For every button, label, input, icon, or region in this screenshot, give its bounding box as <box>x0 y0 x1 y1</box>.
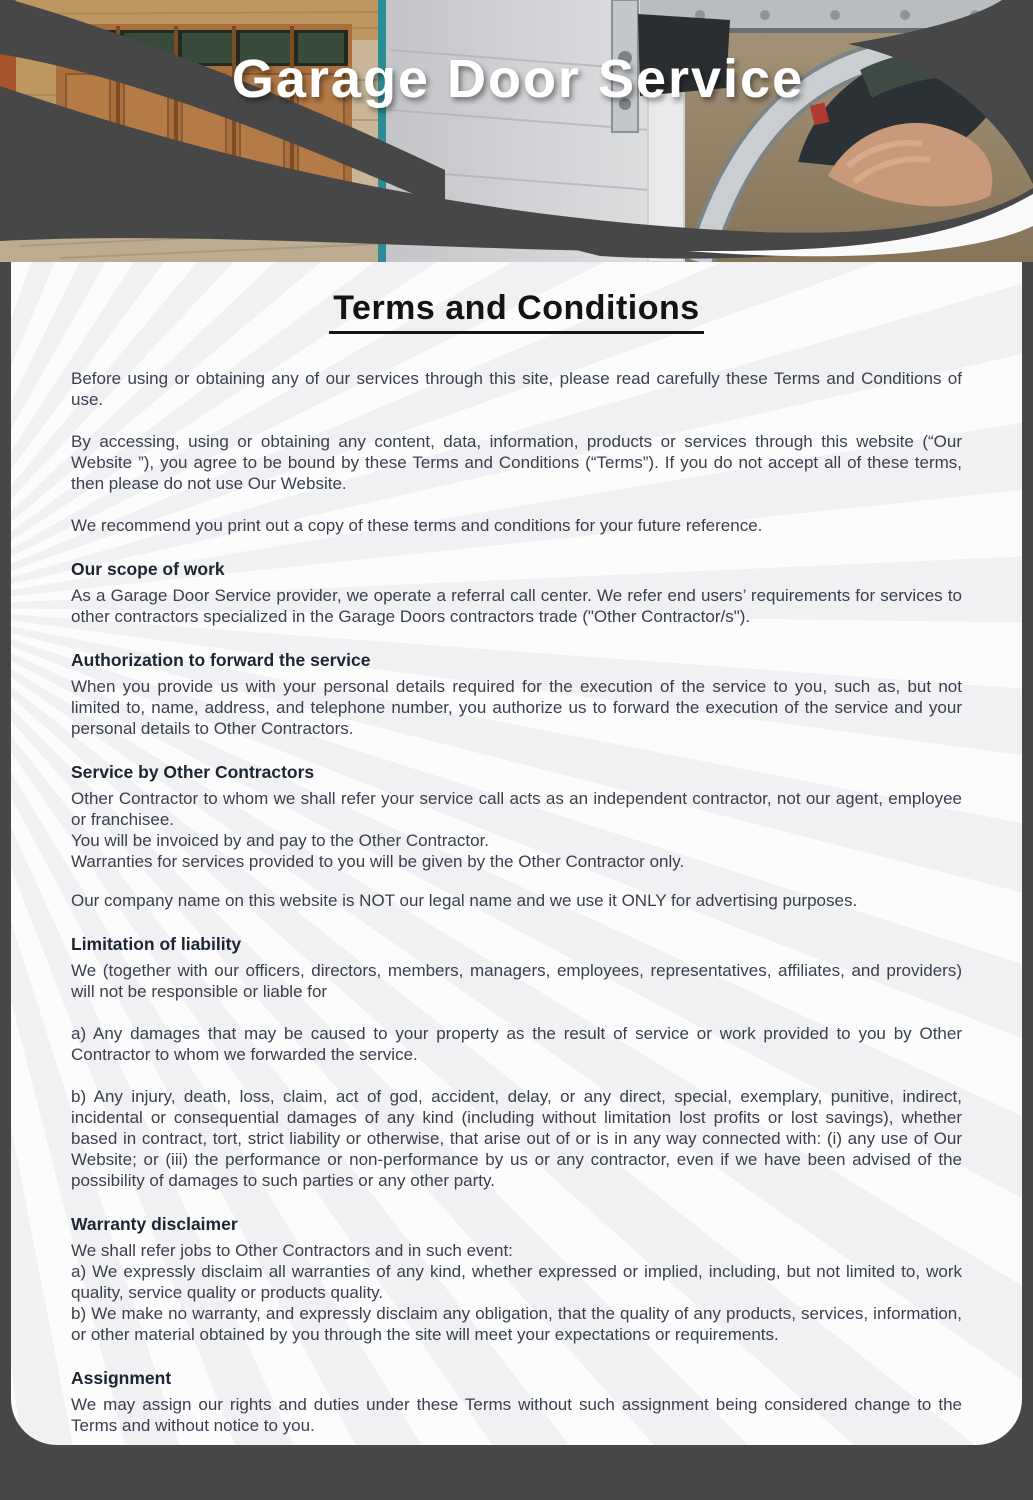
paragraph: Other Contractor to whom we shall refer your service call acts as an independent contractor, not our agent, employee or franchisee. <box>71 789 962 829</box>
intro-paragraph: Before using or obtaining any of our services through this site, please read carefully these Terms and Conditions of use. <box>71 369 962 409</box>
doc-title: Terms and Conditions <box>329 288 703 334</box>
header-collage <box>0 0 1033 262</box>
paragraph: We (together with our officers, directors, members, managers, employees, representatives, affiliates, and providers) will not be responsible or liable for <box>71 961 962 1001</box>
paragraph: a) Any damages that may be caused to your property as the result of service or work provided to you by Other Contractor to whom we forwarded the service. <box>71 1024 962 1064</box>
paragraph: We may assign our rights and duties under these Terms without such assignment being considered change to the Terms and without notice to you. <box>71 1395 962 1435</box>
paragraph: Warranties for services provided to you will be given by the Other Contractor only. <box>71 852 685 871</box>
section-heading-assignment: Assignment <box>71 1368 172 1388</box>
section-heading-service: Service by Other Contractors <box>71 762 315 782</box>
section-heading-authorization: Authorization to forward the service <box>71 650 371 670</box>
paragraph: Our company name on this website is NOT our legal name and we use it ONLY for advertising purposes. <box>71 891 858 910</box>
intro-paragraph: We recommend you print out a copy of these terms and conditions for your future reference. <box>71 516 763 535</box>
paragraph: a) We expressly disclaim all warranties of any kind, whether expressed or implied, including, but not limited to, work quality, service quality or products quality. <box>71 1262 962 1302</box>
intro-paragraph: By accessing, using or obtaining any content, data, information, products or services through this website (“Our Website ”), you agree to be bound by these Terms and Conditions (“Terms”). If you do not accept all of these terms, then please do not use Our Website. <box>71 432 962 493</box>
section-heading-warranty: Warranty disclaimer <box>71 1214 238 1234</box>
paragraph: b) Any injury, death, loss, claim, act of god, accident, delay, or any direct, special, exemplary, punitive, indirect, incidental or consequential damages of any kind (including without limitation lost profits or lost savings), whether based in contract, tort, strict liability or otherwise, that arise out of or is in any way connected with: (i) any use of Our Website; or (iii) the performance or non-performance by us or any contractor, even if we have been advised of the possibility of damages to such parties or any other party. <box>71 1087 962 1190</box>
paragraph: When you provide us with your personal details required for the execution of the service to you, such as, but not limited to, name, address, and telephone number, you authorize us to forward the execution of the service and your personal details to Other Contractors. <box>71 677 962 738</box>
section-heading-scope: Our scope of work <box>71 559 225 579</box>
paragraph: You will be invoiced by and pay to the Other Contractor. <box>71 831 490 850</box>
section-heading-liability: Limitation of liability <box>71 934 242 954</box>
doc-title-wrap <box>71 288 962 334</box>
paragraph: b) We make no warranty, and expressly disclaim any obligation, that the quality of any products, services, information, or other material obtained by you through the site will meet your expectations or requirements. <box>71 1304 962 1344</box>
paragraph: As a Garage Door Service provider, we operate a referral call center. We refer end users’ requirements for services to other contractors specialized in the Garage Doors contractors trade ("Other Contractor/s"). <box>71 586 962 626</box>
header-title: Garage Door Service <box>231 49 805 109</box>
paragraph: We shall refer jobs to Other Contractors and in such event: <box>71 1241 513 1260</box>
